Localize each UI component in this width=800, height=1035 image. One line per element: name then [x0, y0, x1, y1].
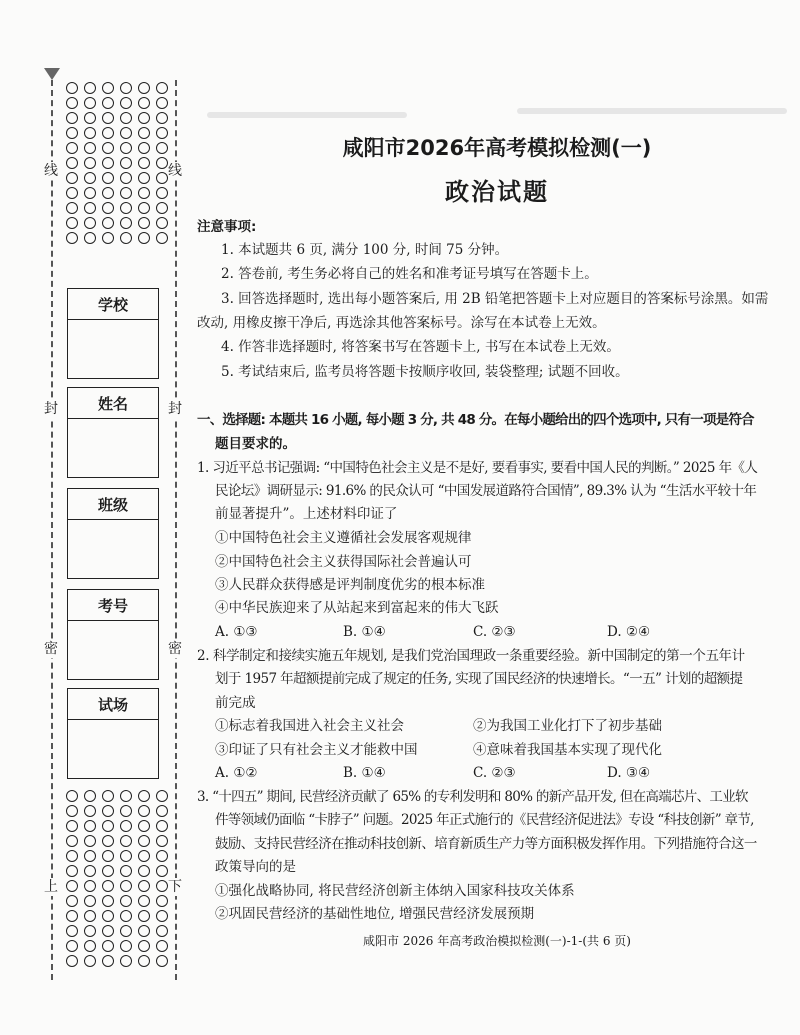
binding-hole — [66, 820, 78, 832]
binding-hole — [66, 940, 78, 952]
field-name-label: 姓名 — [68, 388, 158, 419]
binding-hole — [66, 232, 78, 244]
question-1-text: 民论坛》调研显示: 91.6% 的民众认可 “中国发展道路符合国情”, 89.3% 认为 “生活水平较十年 — [215, 483, 757, 499]
binding-hole — [138, 925, 150, 937]
binding-hole — [138, 880, 150, 892]
question-1-choice-d[interactable]: D. ②④ — [607, 624, 651, 640]
field-exam-room — [67, 688, 159, 779]
binding-holes-top — [66, 82, 170, 244]
binding-hole — [120, 955, 132, 967]
left-label-secret: 密 — [44, 641, 58, 657]
binding-hole — [120, 790, 132, 802]
binding-hole — [84, 202, 96, 214]
binding-hole — [66, 895, 78, 907]
binding-hole — [120, 97, 132, 109]
binding-hole — [120, 217, 132, 229]
binding-hole — [66, 112, 78, 124]
binding-hole — [66, 202, 78, 214]
question-3-statement: ①强化战略协同, 将民营经济创新主体纳入国家科技攻关体系 — [215, 883, 575, 899]
binding-hole — [102, 127, 114, 139]
binding-hole — [120, 865, 132, 877]
binding-hole — [102, 910, 114, 922]
binding-hole — [84, 142, 96, 154]
binding-hole — [84, 172, 96, 184]
binding-hole — [156, 865, 168, 877]
binding-hole — [102, 805, 114, 817]
binding-hole — [66, 925, 78, 937]
binding-hole — [156, 232, 168, 244]
binding-hole — [156, 805, 168, 817]
section-heading: 一、选择题: 本题共 16 小题, 每小题 3 分, 共 48 分。在每小题给出的四个选项中, 只有一项是符合 — [197, 412, 754, 428]
question-1-text: 1. 习近平总书记强调: “中国特色社会主义是不是好, 要看事实, 要看中国人民的判断。” 2025 年《人 — [197, 460, 758, 476]
question-2-choice-d[interactable]: D. ③④ — [607, 765, 651, 781]
field-school-blank[interactable] — [68, 320, 158, 378]
binding-hole — [102, 202, 114, 214]
field-exam-room-label: 试场 — [68, 689, 158, 720]
binding-hole — [66, 910, 78, 922]
exam-title: 咸阳市2026年高考模拟检测(一) — [342, 136, 652, 160]
binding-hole — [84, 850, 96, 862]
subject-title: 政治试题 — [445, 178, 549, 206]
binding-hole — [156, 850, 168, 862]
notes-heading: 注意事项: — [197, 219, 257, 235]
binding-hole — [138, 217, 150, 229]
binding-hole — [156, 157, 168, 169]
field-class-blank[interactable] — [68, 520, 158, 578]
binding-hole — [84, 940, 96, 952]
binding-hole — [138, 835, 150, 847]
binding-hole — [156, 910, 168, 922]
question-2-text: 2. 科学制定和接续实施五年规划, 是我们党治国理政一条重要经验。新中国制定的第一个五年计 — [197, 648, 745, 664]
binding-hole — [120, 232, 132, 244]
binding-hole — [156, 202, 168, 214]
binding-hole — [102, 142, 114, 154]
question-1-choice-b[interactable]: B. ①④ — [343, 624, 386, 640]
binding-hole — [120, 895, 132, 907]
binding-hole — [138, 127, 150, 139]
field-school-label: 学校 — [68, 289, 158, 320]
question-2-statement: ④意味着我国基本实现了现代化 — [473, 742, 662, 758]
binding-hole — [120, 910, 132, 922]
binding-hole — [66, 835, 78, 847]
binding-hole — [84, 895, 96, 907]
binding-hole — [138, 142, 150, 154]
right-cut-line — [175, 80, 177, 980]
binding-hole — [138, 202, 150, 214]
binding-hole — [84, 865, 96, 877]
binding-hole — [138, 865, 150, 877]
note-item: 4. 作答非选择题时, 将答案书写在答题卡上, 书写在本试卷上无效。 — [221, 339, 620, 355]
binding-hole — [138, 172, 150, 184]
binding-hole — [156, 790, 168, 802]
binding-hole — [66, 880, 78, 892]
corner-triangle-icon — [44, 68, 60, 80]
binding-hole — [102, 850, 114, 862]
question-1-statement: ④中华民族迎来了从站起来到富起来的伟大飞跃 — [215, 600, 499, 616]
left-label-seal: 封 — [44, 401, 58, 417]
binding-hole — [84, 910, 96, 922]
right-label-secret: 密 — [168, 641, 182, 657]
binding-hole — [66, 217, 78, 229]
binding-hole — [102, 217, 114, 229]
field-name — [67, 387, 159, 478]
binding-hole — [120, 805, 132, 817]
binding-hole — [102, 955, 114, 967]
field-exam-number — [67, 589, 159, 680]
binding-hole — [84, 820, 96, 832]
binding-hole — [156, 142, 168, 154]
question-2-statement: ②为我国工业化打下了初步基础 — [473, 718, 662, 734]
binding-hole — [120, 820, 132, 832]
binding-hole — [102, 880, 114, 892]
binding-hole — [66, 82, 78, 94]
binding-hole — [156, 127, 168, 139]
binding-hole — [138, 112, 150, 124]
binding-hole — [138, 940, 150, 952]
binding-hole — [120, 172, 132, 184]
binding-hole — [120, 187, 132, 199]
binding-hole — [102, 820, 114, 832]
question-2-text: 划于 1957 年超额提前完成了规定的任务, 实现了国民经济的快速增长。“一五” 计划的超额提 — [215, 671, 743, 687]
binding-hole — [138, 805, 150, 817]
binding-hole — [120, 880, 132, 892]
binding-hole — [84, 127, 96, 139]
binding-hole — [84, 82, 96, 94]
binding-hole — [84, 112, 96, 124]
binding-hole — [102, 82, 114, 94]
binding-hole — [138, 820, 150, 832]
question-1-statement: ①中国特色社会主义遵循社会发展客观规律 — [215, 530, 472, 546]
binding-hole — [84, 790, 96, 802]
question-2-statement: ③印证了只有社会主义才能救中国 — [215, 742, 418, 758]
binding-hole — [120, 142, 132, 154]
binding-hole — [156, 880, 168, 892]
page-footer: 咸阳市 2026 年高考政治模拟检测(一)-1-(共 6 页) — [363, 934, 631, 948]
binding-hole — [102, 925, 114, 937]
question-2-statement: ①标志着我国进入社会主义社会 — [215, 718, 404, 734]
left-label-line: 线 — [44, 163, 58, 179]
question-3-text: 政策导向的是 — [215, 859, 296, 875]
bleed-through-mark — [517, 108, 787, 114]
binding-hole — [120, 940, 132, 952]
binding-hole — [66, 955, 78, 967]
binding-hole — [156, 820, 168, 832]
binding-hole — [84, 232, 96, 244]
binding-hole — [102, 112, 114, 124]
binding-hole — [84, 805, 96, 817]
binding-hole — [138, 232, 150, 244]
question-3-text: 鼓励、支持民营经济在推动科技创新、培育新质生产力等方面积极发挥作用。下列措施符合这一 — [215, 836, 757, 852]
binding-hole — [84, 157, 96, 169]
binding-hole — [138, 910, 150, 922]
binding-hole — [66, 850, 78, 862]
binding-hole — [84, 187, 96, 199]
right-label-seal: 封 — [168, 401, 182, 417]
right-label-line: 线 — [168, 163, 182, 179]
binding-hole — [84, 217, 96, 229]
binding-hole — [66, 805, 78, 817]
question-3-text: 3. “十四五” 期间, 民营经济贡献了 65% 的专利发明和 80% 的新产品开发, 但在高端芯片、工业软 — [197, 789, 748, 805]
binding-hole — [156, 925, 168, 937]
question-1-statement: ②中国特色社会主义获得国际社会普遍认可 — [215, 554, 472, 570]
binding-hole — [102, 865, 114, 877]
binding-hole — [138, 187, 150, 199]
binding-hole — [138, 82, 150, 94]
question-1-statement: ③人民群众获得感是评判制度优劣的根本标准 — [215, 577, 485, 593]
binding-hole — [138, 97, 150, 109]
binding-hole — [120, 850, 132, 862]
binding-hole — [156, 895, 168, 907]
binding-hole — [138, 157, 150, 169]
binding-hole — [120, 835, 132, 847]
binding-holes-bottom — [66, 790, 170, 967]
bleed-through-mark — [207, 112, 407, 118]
binding-hole — [102, 172, 114, 184]
binding-hole — [156, 835, 168, 847]
question-2-choice-a[interactable]: A. ①② — [215, 765, 258, 781]
binding-hole — [120, 82, 132, 94]
question-3-statement: ②巩固民营经济的基础性地位, 增强民营经济发展预期 — [215, 906, 535, 922]
binding-hole — [102, 940, 114, 952]
question-2-choice-c[interactable]: C. ②③ — [473, 765, 516, 781]
binding-hole — [102, 157, 114, 169]
binding-hole — [156, 217, 168, 229]
field-exam-number-blank[interactable] — [68, 621, 158, 679]
question-2-choice-b[interactable]: B. ①④ — [343, 765, 386, 781]
field-class-label: 班级 — [68, 489, 158, 520]
binding-hole — [102, 232, 114, 244]
binding-hole — [156, 940, 168, 952]
binding-margin — [0, 0, 195, 1035]
binding-hole — [156, 172, 168, 184]
question-1-choice-c[interactable]: C. ②③ — [473, 624, 516, 640]
binding-hole — [102, 790, 114, 802]
binding-hole — [138, 850, 150, 862]
binding-hole — [120, 112, 132, 124]
binding-hole — [66, 97, 78, 109]
binding-hole — [120, 925, 132, 937]
binding-hole — [84, 880, 96, 892]
left-label-up: 上 — [44, 879, 58, 895]
note-item: 改动, 用橡皮擦干净后, 再选涂其他答案标号。涂写在本试卷上无效。 — [197, 315, 606, 331]
binding-hole — [138, 790, 150, 802]
binding-hole — [66, 790, 78, 802]
binding-hole — [120, 202, 132, 214]
section-heading-cont: 题目要求的。 — [215, 436, 296, 452]
note-item: 5. 考试结束后, 监考员将答题卡按顺序收回, 装袋整理; 试题不回收。 — [221, 364, 629, 380]
field-class — [67, 488, 159, 579]
question-3-text: 件等领域仍面临 “卡脖子” 问题。2025 年正式施行的《民营经济促进法》专设 “科技创新” 章节, — [215, 812, 754, 828]
binding-hole — [84, 925, 96, 937]
binding-hole — [102, 97, 114, 109]
right-label-down: 下 — [168, 879, 182, 895]
binding-hole — [66, 157, 78, 169]
left-cut-line — [51, 80, 53, 980]
binding-hole — [156, 82, 168, 94]
field-exam-room-blank[interactable] — [68, 720, 158, 778]
binding-hole — [120, 127, 132, 139]
binding-hole — [84, 955, 96, 967]
binding-hole — [156, 187, 168, 199]
binding-hole — [66, 172, 78, 184]
field-exam-number-label: 考号 — [68, 590, 158, 621]
question-2-text: 前完成 — [215, 695, 256, 711]
binding-hole — [66, 127, 78, 139]
field-name-blank[interactable] — [68, 419, 158, 477]
question-1-choice-a[interactable]: A. ①③ — [215, 624, 258, 640]
question-1-text: 前显著提升”。上述材料印证了 — [215, 506, 398, 522]
binding-hole — [66, 865, 78, 877]
field-school — [67, 288, 159, 379]
binding-hole — [156, 955, 168, 967]
binding-hole — [156, 112, 168, 124]
binding-hole — [156, 97, 168, 109]
binding-hole — [66, 142, 78, 154]
binding-hole — [138, 895, 150, 907]
binding-hole — [66, 187, 78, 199]
binding-hole — [120, 157, 132, 169]
binding-hole — [102, 895, 114, 907]
binding-hole — [84, 835, 96, 847]
binding-hole — [138, 955, 150, 967]
note-item: 2. 答卷前, 考生务必将自己的姓名和准考证号填写在答题卡上。 — [221, 266, 598, 282]
binding-hole — [102, 187, 114, 199]
note-item: 3. 回答选择题时, 选出每小题答案后, 用 2B 铅笔把答题卡上对应题目的答案标号涂黑。如需 — [221, 291, 769, 307]
binding-hole — [84, 97, 96, 109]
binding-hole — [102, 835, 114, 847]
note-item: 1. 本试题共 6 页, 满分 100 分, 时间 75 分钟。 — [221, 242, 509, 258]
